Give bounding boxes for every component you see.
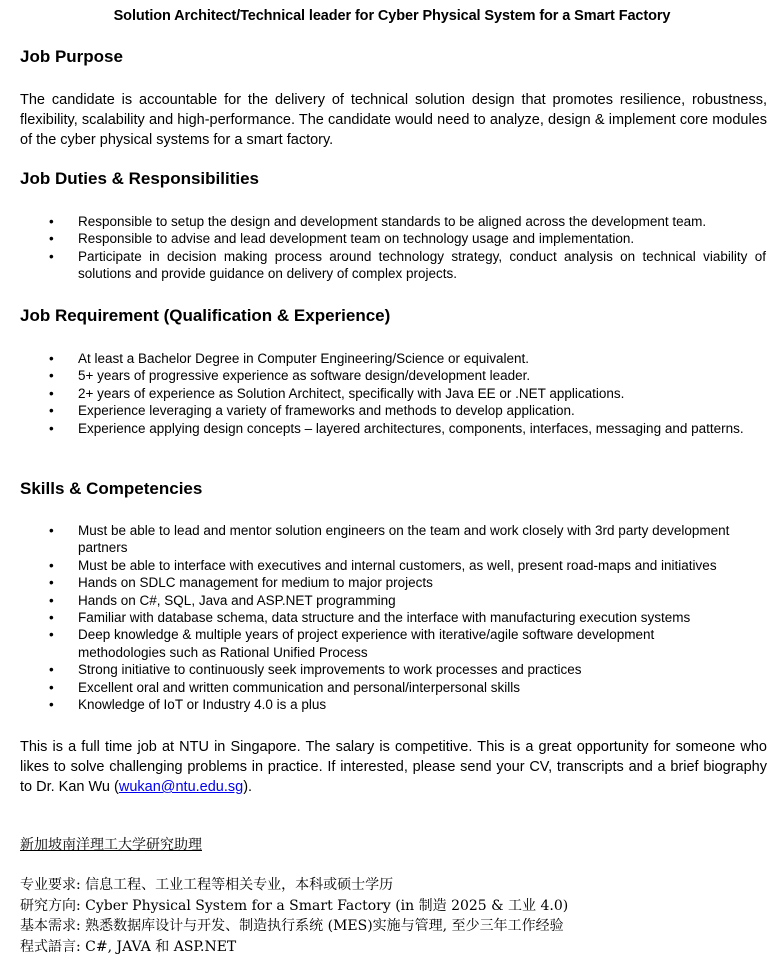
- list-item: • At least a Bachelor Degree in Computer Engineering/Science or equivalent.: [48, 350, 766, 367]
- skills-list: [48, 522, 738, 713]
- list-item: • Deep knowledge & multiple years of project experience with iterative/agile software development methodologies such as Rational Unified Process: [48, 626, 738, 661]
- document-title: Solution Architect/Technical leader for Cyber Physical System for a Smart Factory: [113, 8, 671, 24]
- list-item: • 5+ years of progressive experience as software design/development leader.: [48, 367, 766, 384]
- closing-paragraph: [20, 737, 767, 797]
- requirements-heading: Job Requirement (Qualification & Experience): [20, 306, 391, 325]
- duties-list: [48, 213, 766, 283]
- list-item: • Responsible to advise and lead development team on technology usage and implementation.: [48, 230, 766, 247]
- closing-text-end: ).: [243, 779, 253, 795]
- chinese-line: 研究方向: Cyber Physical System for a Smart Factory (in 制造 2025 & 工业 4.0): [20, 897, 569, 914]
- requirements-list: [48, 350, 766, 437]
- list-item: • Excellent oral and written communication and personal/interpersonal skills: [48, 679, 738, 696]
- list-item: • 2+ years of experience as Solution Architect, specifically with Java EE or .NET applications.: [48, 385, 766, 402]
- list-item: • Familiar with database schema, data structure and the interface with manufacturing execution systems: [48, 609, 738, 626]
- list-item: • Responsible to setup the design and development standards to be aligned across the development team.: [48, 213, 766, 230]
- job-purpose-heading: Job Purpose: [20, 47, 123, 66]
- list-item: • Must be able to interface with executives and internal customers, as well, present road-maps and initiatives: [48, 557, 738, 574]
- duties-heading: Job Duties & Responsibilities: [20, 169, 259, 188]
- chinese-details: [20, 875, 760, 957]
- list-item: • Hands on SDLC management for medium to major projects: [48, 574, 738, 591]
- chinese-title: 新加坡南洋理工大学研究助理: [20, 837, 202, 853]
- closing-text: This is a full time job at NTU in Singapore. The salary is competitive. This is a great opportunity for someone who likes to solve challenging problems in practice. If interested, please send your CV, transcripts and a brief biography to Dr. Kan Wu (: [20, 739, 767, 795]
- list-item: • Strong initiative to continuously seek improvements to work processes and practices: [48, 661, 738, 678]
- list-item: • Experience leveraging a variety of frameworks and methods to develop application.: [48, 402, 766, 419]
- chinese-line: 专业要求: 信息工程、工业工程等相关专业，本科或硕士学历: [20, 877, 394, 893]
- list-item: • Hands on C#, SQL, Java and ASP.NET programming: [48, 592, 738, 609]
- list-item: • Experience applying design concepts – layered architectures, components, interfaces, messaging and patterns.: [48, 420, 766, 437]
- list-item: • Participate in decision making process around technology strategy, conduct analysis on technical viability of solutions and provide guidance on delivery of complex projects.: [48, 248, 766, 283]
- email-link[interactable]: wukan@ntu.edu.sg: [118, 779, 244, 795]
- list-item: • Knowledge of IoT or Industry 4.0 is a plus: [48, 696, 738, 713]
- job-purpose-text: The candidate is accountable for the delivery of technical solution design that promotes resilience, robustness, flexibility, scalability and high-performance. The candidate would need to analyze, design & implement core modules of the cyber physical systems for a smart factory.: [20, 92, 767, 148]
- list-item: • Must be able to lead and mentor solution engineers on the team and work closely with 3rd party development partners: [48, 522, 738, 557]
- chinese-line: 基本需求: 熟悉数据库设计与开发、制造执行系统 (MES)实施与管理, 至少三年工作经验: [20, 918, 564, 935]
- chinese-line: 程式語言: C#, JAVA 和 ASP.NET: [20, 938, 237, 955]
- skills-heading: Skills & Competencies: [20, 479, 203, 498]
